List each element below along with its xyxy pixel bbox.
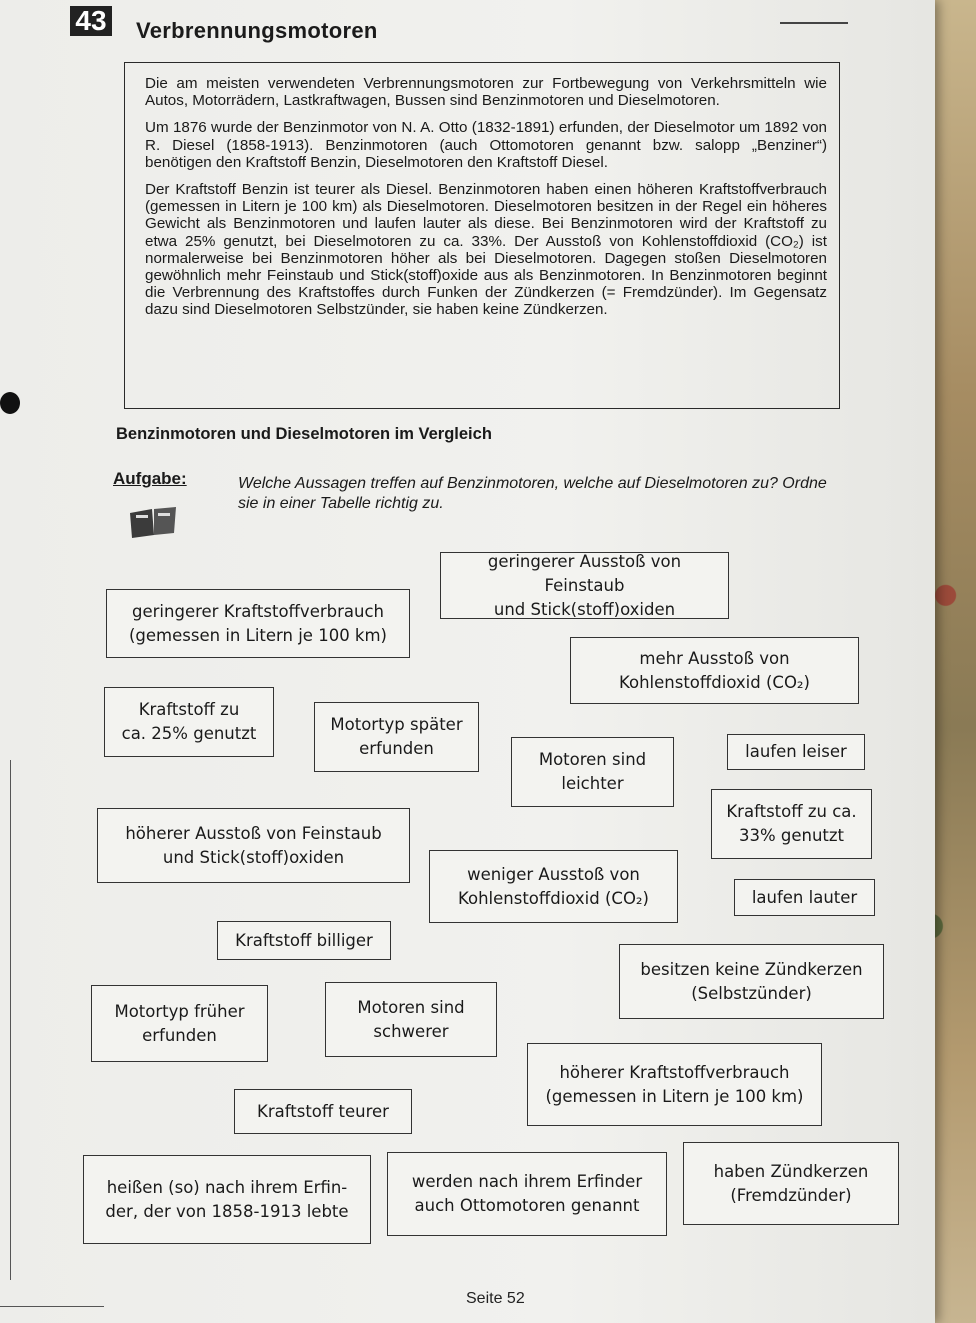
statement-card[interactable]: laufen lauter	[734, 879, 875, 916]
notebook-icon	[128, 505, 178, 539]
statement-card[interactable]: weniger Ausstoß von Kohlenstoffdioxid (CO₂)	[429, 850, 678, 923]
intro-paragraph-3: Der Kraftstoff Benzin ist teurer als Diesel. Benzinmotoren haben einen höheren Kraftstoffverbrauch (gemessen in Litern je 100 km) als Dieselmotoren. Dieselmotoren besitzen in der Regel ein höheres Gewicht als Benzinmotoren und laufen lauter als diese. Bei Benzinmotoren wird der Kraftstoff zu etwa 25% genutzt, bei Dieselmotoren zu ca. 33%. Der Ausstoß von Kohlenstoffdioxid (CO₂) ist normalerweise bei Benzinmotoren höher als bei Dieselmotoren. Dagegen stoßen Dieselmotoren gewöhnlich mehr Feinstaub und Stick(stoff)oxide aus als Benzinmotoren. In Benzinmotoren beginnt die Verbrennung des Kraftstoffes durch Funken der Zündkerzen (= Fremdzünder). Im Gegensatz dazu sind Dieselmotoren Selbstzünder, sie haben keine Zündkerzen.	[145, 181, 827, 319]
left-margin-line	[0, 760, 11, 1280]
task-text: Welche Aussagen treffen auf Benzinmotoren, welche auf Dieselmotoren zu? Ordne sie in einer Tabelle richtig zu.	[238, 475, 827, 512]
statement-card[interactable]: mehr Ausstoß von Kohlenstoffdioxid (CO₂)	[570, 637, 859, 704]
statement-card[interactable]: Motoren sind leichter	[511, 737, 674, 807]
intro-paragraph-1: Die am meisten verwendeten Verbrennungsmotoren zur Fortbewegung von Verkehrsmitteln wie Autos, Motorrädern, Lastkraftwagen, Bussen sind Benzinmotoren und Dieselmotoren.	[145, 75, 827, 110]
statement-card[interactable]: Kraftstoff teurer	[234, 1089, 412, 1134]
statement-card[interactable]: besitzen keine Zündkerzen (Selbstzünder)	[619, 944, 884, 1019]
footer-rule	[0, 1306, 104, 1307]
statement-card[interactable]: haben Zündkerzen (Fremdzünder)	[683, 1142, 899, 1225]
statement-card[interactable]: werden nach ihrem Erfinder auch Ottomotoren genannt	[387, 1152, 667, 1236]
statement-card[interactable]: höherer Kraftstoffverbrauch (gemessen in Litern je 100 km)	[527, 1043, 822, 1126]
statement-card[interactable]: höherer Ausstoß von Feinstaub und Stick(stoff)oxiden	[97, 808, 410, 883]
task-label: Aufgabe:	[113, 469, 187, 488]
chapter-number-badge: 43	[70, 6, 112, 36]
statement-card[interactable]: Kraftstoff zu ca. 33% genutzt	[711, 789, 872, 859]
statement-card[interactable]: Motortyp früher erfunden	[91, 985, 268, 1062]
section-heading: Benzinmotoren und Dieselmotoren im Vergleich	[116, 425, 492, 443]
intro-paragraph-2: Um 1876 wurde der Benzinmotor von N. A. Otto (1832-1891) erfunden, der Dieselmotor um 1892 von R. Diesel (1858-1913). Benzinmotoren (auch Ottomotoren genannt bzw. salopp „Benziner“) benötigen den Kraftstoff Benzin, Dieselmotoren den Kraftstoff Diesel.	[145, 119, 827, 171]
page-number: Seite 52	[466, 1290, 525, 1307]
title-rule	[780, 22, 848, 24]
statement-card[interactable]: geringerer Kraftstoffverbrauch (gemessen in Litern je 100 km)	[106, 589, 410, 658]
punch-hole-icon	[0, 392, 20, 414]
statement-card[interactable]: Kraftstoff zu ca. 25% genutzt	[104, 687, 274, 757]
statement-card[interactable]: Motortyp später erfunden	[314, 702, 479, 772]
page-title: Verbrennungsmotoren	[136, 18, 378, 43]
intro-textbox	[124, 62, 840, 409]
statement-card[interactable]: geringerer Ausstoß von Feinstaub und Stick(stoff)oxiden	[440, 552, 729, 619]
statement-card[interactable]: laufen leiser	[727, 734, 865, 770]
statement-card[interactable]: heißen (so) nach ihrem Erfin- der, der von 1858-1913 lebte	[83, 1155, 371, 1244]
statement-card[interactable]: Kraftstoff billiger	[217, 921, 391, 960]
statement-card[interactable]: Motoren sind schwerer	[325, 982, 497, 1057]
